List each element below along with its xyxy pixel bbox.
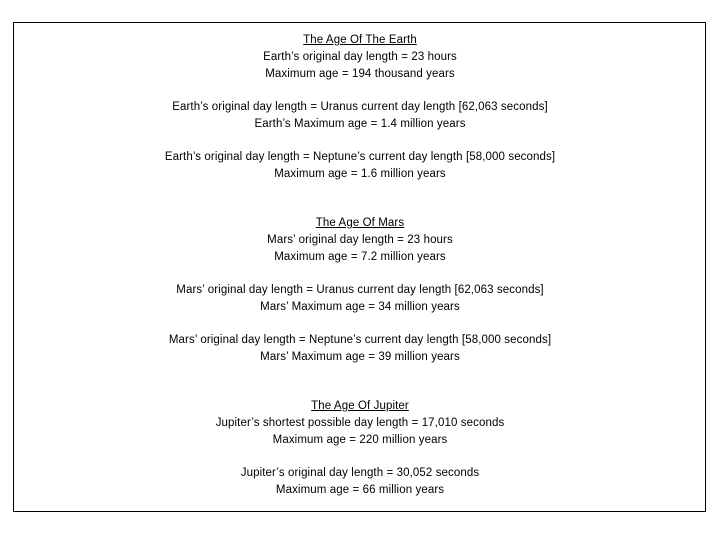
earth-section-3 (0, 149, 720, 183)
earth-heading: The Age Of The Earth (303, 34, 417, 46)
earth-max-age-line: Maximum age = 194 thousand years (265, 68, 455, 80)
mars-uranus-age-line: Mars’ Maximum age = 34 million years (260, 301, 460, 313)
mars-section-1 (0, 215, 720, 266)
jupiter-section-1 (0, 398, 720, 449)
earth-neptune-day-line: Earth’s original day length = Neptune’s current day length [58,000 seconds] (164, 151, 556, 163)
mars-neptune-age-line: Mars’ Maximum age = 39 million years (260, 351, 460, 363)
mars-heading: The Age Of Mars (315, 217, 405, 229)
mars-day-length-line: Mars’ original day length = 23 hours (267, 234, 453, 246)
mars-uranus-day-line: Mars’ original day length = Uranus current day length [62,063 seconds] (176, 284, 544, 296)
mars-max-age-line: Maximum age = 7.2 million years (274, 251, 446, 263)
earth-day-length-line: Earth’s original day length = 23 hours (263, 51, 457, 63)
jupiter-section-2 (0, 465, 720, 499)
earth-section-2 (0, 99, 720, 133)
document-body (0, 32, 720, 499)
mars-section-2 (0, 282, 720, 316)
earth-uranus-day-line: Earth’s original day length = Uranus current day length [62,063 seconds] (172, 101, 548, 113)
earth-uranus-age-line: Earth’s Maximum age = 1.4 million years (254, 118, 466, 130)
jupiter-original-age-line: Maximum age = 66 million years (275, 484, 445, 496)
jupiter-heading: The Age Of Jupiter (311, 400, 409, 412)
jupiter-shortest-age-line: Maximum age = 220 million years (272, 434, 448, 446)
jupiter-shortest-day-line: Jupiter’s shortest possible day length = 17,010 seconds (215, 417, 505, 429)
mars-neptune-day-line: Mars’ original day length = Neptune’s current day length [58,000 seconds] (168, 334, 552, 346)
jupiter-original-day-line: Jupiter’s original day length = 30,052 seconds (240, 467, 480, 479)
mars-section-3 (0, 332, 720, 366)
earth-neptune-age-line: Maximum age = 1.6 million years (274, 168, 446, 180)
earth-section-1 (0, 32, 720, 83)
